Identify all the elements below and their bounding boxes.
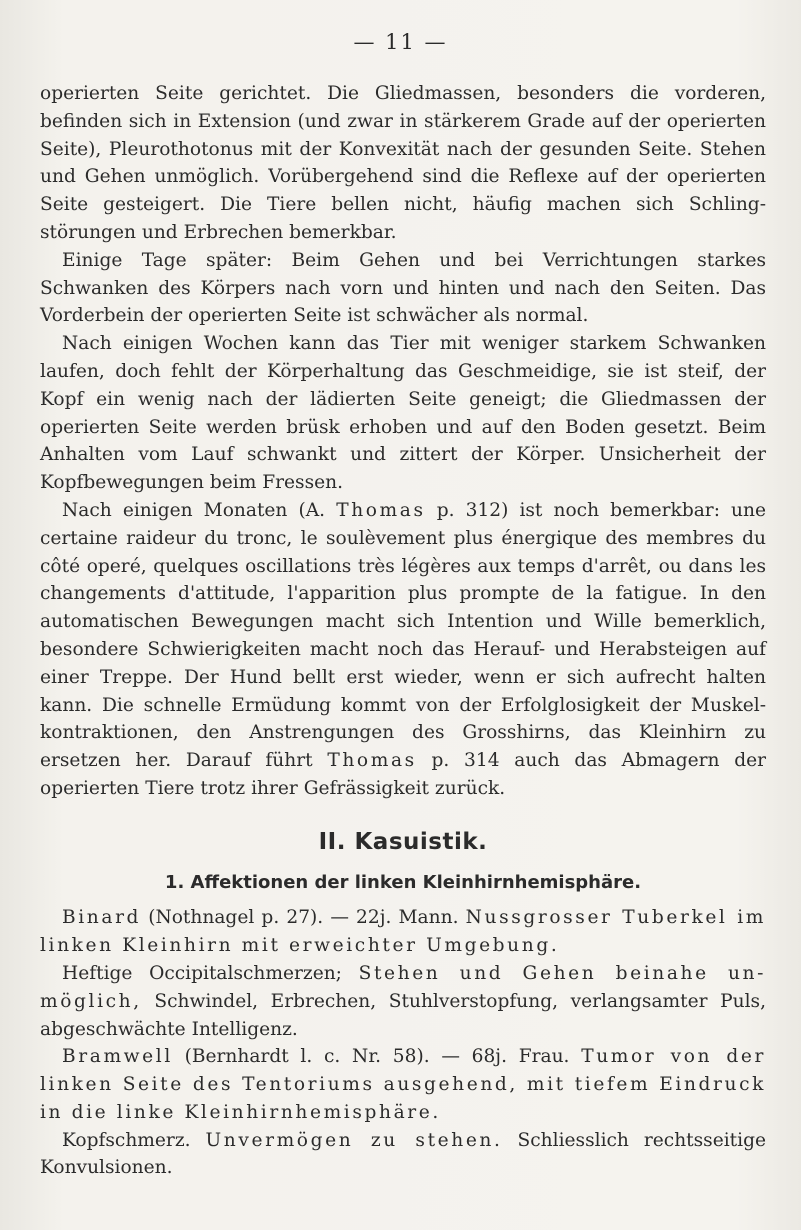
text-run: p. 314 auch das Abmagern der operierten Tiere trotz ihrer Gefrässigkeit zurück.: [40, 750, 767, 799]
text-run: Nach einigen Monaten (A.: [62, 499, 326, 521]
author-name: Bramwell: [62, 1046, 173, 1068]
author-name: Thomas: [336, 499, 426, 521]
text-run: Schwindel, Erbrechen, Stuhlverstopfung, verlangsamter Puls, abgeschwächte Intelligenz.: [40, 990, 766, 1040]
author-name: Binard: [62, 907, 142, 929]
paragraph: Einige Tage später: Beim Gehen und bei Verrichtungen starkes Schwanken des Körpers nach vorn und hinten und nach den Seiten. Das Vorderbein der operierten Seite ist schwächer als normal.: [40, 249, 766, 327]
text-run: Heftige Occipitalschmerzen;: [62, 962, 342, 984]
emphasized-symptom: Stehen und Gehen beinahe un-möglich,: [40, 962, 766, 1012]
case-symptoms: [40, 1127, 766, 1183]
page-body: [40, 80, 766, 1182]
paragraph: [40, 497, 766, 803]
case-entry: [40, 904, 766, 960]
paragraph: Nach einigen Wochen kann das Tier mit weniger starkem Schwanken laufen, doch fehlt der Körperhaltung das Geschmeidige, sie ist steif, der Kopf ein wenig nach der lädierten Seite geneigt; die Gliedmassen der operierten Seite werden brüsk erhoben und auf den Boden gesetzt. Beim Anhalten vom Lauf schwankt und zittert der Körper. Unsicherheit der Kopfbewegungen beim Fressen.: [40, 333, 766, 494]
case-entry: [40, 1043, 766, 1126]
author-name: Thomas: [327, 750, 417, 772]
emphasized-symptom: Unvermögen zu stehen.: [205, 1129, 503, 1151]
subsection-title: 1. Affektionen der linken Kleinhirnhemisphäre.: [164, 871, 642, 893]
case-diagnosis: Nussgrosser Tuberkel im linken Kleinhirn mit erweichter Umgebung.: [40, 907, 766, 957]
section-title: II. Kasuistik.: [318, 828, 488, 855]
case-reference: (Bernhardt l. c. Nr. 58). — 68j. Frau.: [184, 1046, 570, 1068]
text-run: p. 312) ist noch bemerkbar: une certaine raideur du tronc, le soulèvement plus énergique des membres du côté operé, quelques oscillations très légères aux temps d'arrêt, ou dans les changements d'attitude, l'apparition plus prompte de la fatigue. In den automatischen Bewegungen macht sich Intention und Wille bemerklich, besondere Schwierigkeiten macht noch das Herauf- und Herabsteigen auf einer Treppe. Der Hund bellt erst wieder, wenn er sich aufrecht halten kann. Die schnelle Ermüdung kommt von der Erfolglosigkeit der Muskel-kontraktionen, den Anstrengungen des Grosshirns, das Kleinhirn zu ersetzen her. Darauf führt: [40, 499, 766, 772]
text-run: Kopfschmerz.: [62, 1129, 191, 1151]
case-diagnosis: Tumor von der linken Seite des Tentoriums ausgehend, mit tiefem Eindruck in die linke Kleinhirnhemisphäre.: [40, 1046, 766, 1123]
text-run: Schliesslich rechtsseitige Konvulsionen.: [40, 1129, 767, 1179]
paragraph: operierten Seite gerichtet. Die Gliedmassen, besonders die vorderen, befinden sich in Extension (und zwar in stärkerem Grade auf der operierten Seite), Pleurothotonus mit der Konvexität nach der gesunden Seite. Stehen und Gehen unmöglich. Vorübergehend sind die Reflexe auf der operierten Seite gesteigert. Die Tiere bellen nicht, häufig machen sich Schling-störungen und Erbrechen bemerkbar.: [40, 83, 766, 243]
page-number: — 11 —: [353, 30, 448, 54]
case-symptoms: [40, 960, 766, 1043]
case-reference: (Nothnagel p. 27). — 22j. Mann.: [148, 907, 459, 929]
